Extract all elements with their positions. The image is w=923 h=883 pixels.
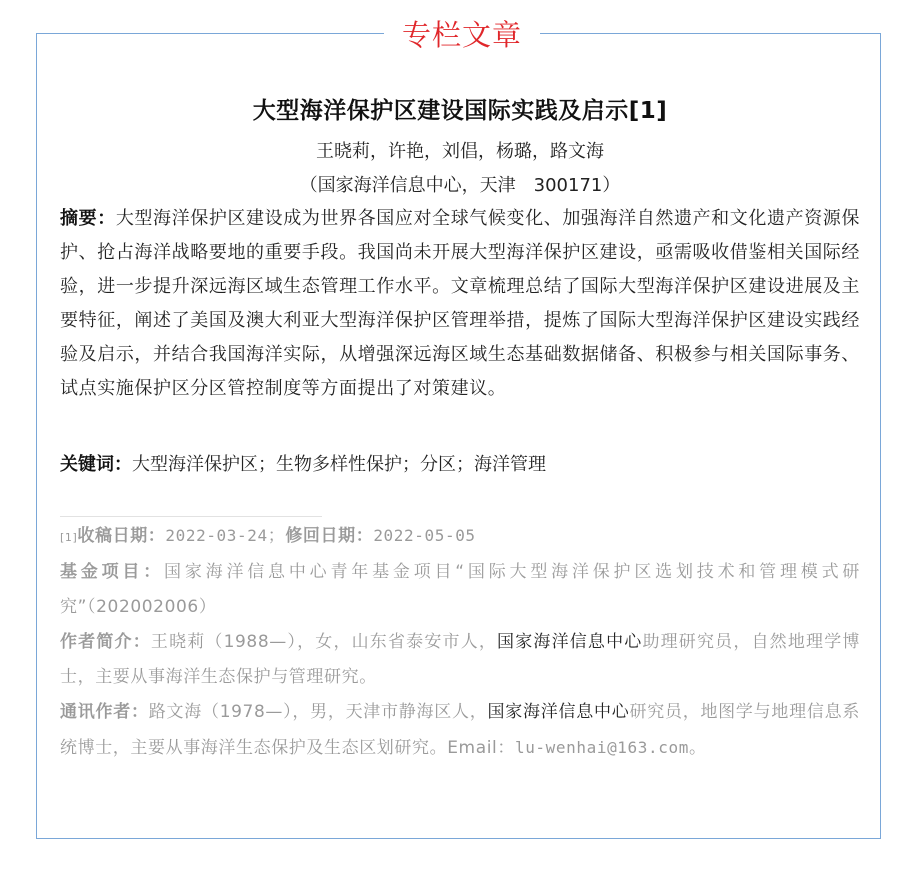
author-bio-line [60, 625, 860, 695]
footnote-block [60, 518, 860, 766]
revised-label: 修回日期： [285, 526, 374, 546]
corresponding-org-link[interactable]: 国家海洋信息中心 [487, 702, 630, 722]
article-title: 大型海洋保护区建设国际实践及启示[1] [252, 98, 668, 124]
abstract-label: 摘要： [60, 208, 116, 229]
keywords-label: 关键词： [60, 454, 132, 475]
footnote-marker[interactable]: [1] [60, 531, 78, 544]
column-label: 专栏文章 [384, 12, 540, 58]
corresponding-email: lu-wenhai@163.com [514, 738, 689, 757]
author-bio-text-rest: 助理研究员，自然地理学博士，主要从事海洋生态保护与管理研究。 [60, 632, 860, 687]
received-label: 收稿日期： [77, 526, 166, 546]
author-bio-text: 王晓莉（1988—），女，山东省泰安市人， [150, 632, 498, 652]
abstract-paragraph [60, 202, 860, 406]
author-list: 王晓莉，许艳，刘倡，杨璐，路文海 [316, 141, 604, 162]
corresponding-label: 通讯作者： [60, 702, 149, 722]
fund-line [60, 555, 860, 625]
keywords-text: 大型海洋保护区；生物多样性保护；分区；海洋管理 [132, 454, 546, 475]
received-date: 2022-03-24 [165, 526, 268, 545]
corresponding-author-line [60, 695, 860, 766]
fund-text: 国家海洋信息中心青年基金项目“国际大型海洋保护区选划技术和管理模式研究”（202002006） [60, 562, 860, 617]
footnote-divider [60, 516, 322, 517]
corresponding-text-rest: 研究员，地图学与地理信息系统博士，主要从事海洋生态保护及生态区划研究。Email： [60, 702, 860, 758]
fund-label: 基金项目： [60, 562, 165, 582]
revised-date: 2022-05-05 [373, 526, 476, 545]
author-affiliation: （国家海洋信息中心，天津 300171） [299, 175, 621, 196]
corresponding-end: 。 [688, 738, 707, 758]
author-bio-label: 作者简介： [60, 632, 151, 652]
author-org-link[interactable]: 国家海洋信息中心 [497, 632, 643, 652]
corresponding-text: 路文海（1978—），男，天津市静海区人， [148, 702, 488, 722]
date-separator: ； [267, 526, 286, 546]
abstract-text: 大型海洋保护区建设成为世界各国应对全球气候变化、加强海洋自然遗产和文化遗产资源保护、抢占海洋战略要地的重要手段。我国尚未开展大型海洋保护区建设，亟需吸收借鉴相关国际经验，进一步提升深远海区域生态管理工作水平。文章梳理总结了国际大型海洋保护区建设进展及主要特征，阐述了美国及澳大利亚大型海洋保护区管理举措，提炼了国际大型海洋保护区建设实践经验及启示，并结合我国海洋实际，从增强深远海区域生态基础数据储备、积极参与相关国际事务、试点实施保护区分区管控制度等方面提出了对策建议。 [60, 208, 860, 399]
keywords-paragraph [60, 448, 860, 482]
dates-line [60, 518, 860, 555]
